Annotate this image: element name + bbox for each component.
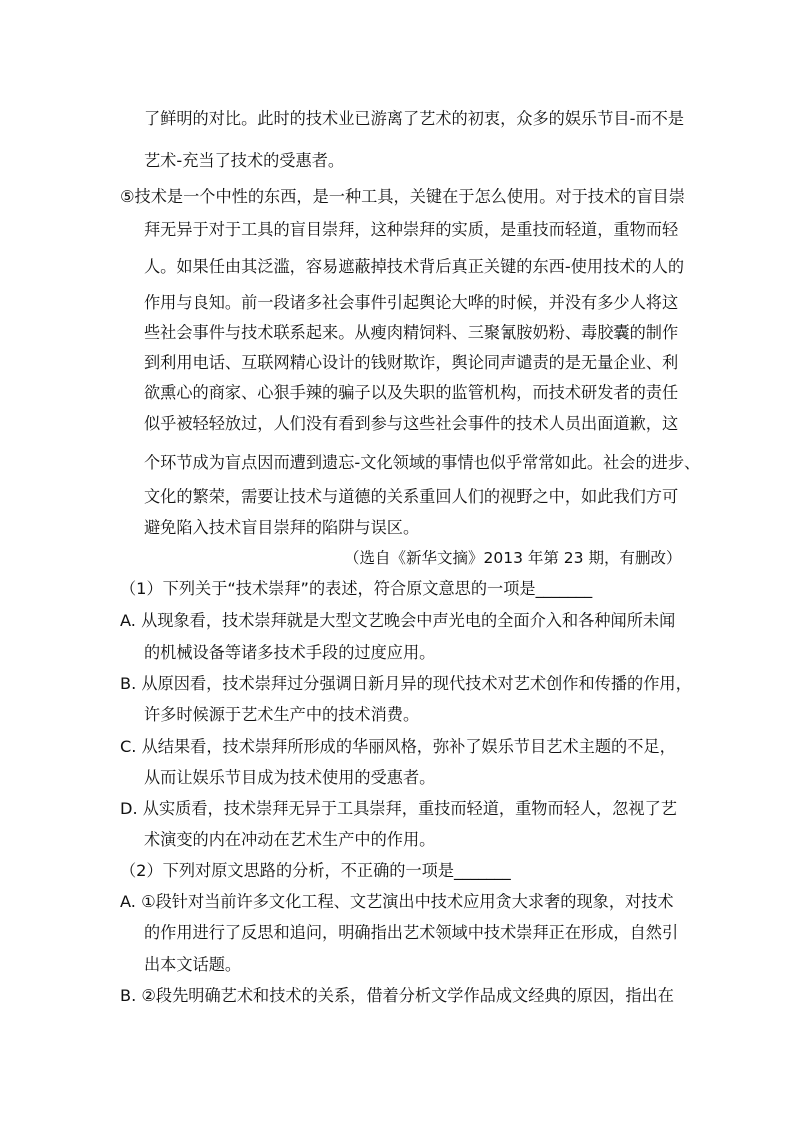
q1-option-a-cont: 的机械设备等诸多技术手段的过度应用。 — [144, 643, 436, 662]
passage-line: 些社会事件与技术联系起来。从瘦肉精饲料、三聚氰胺奶粉、毒胶囊的制作 — [144, 323, 679, 342]
q2-option-a: A. ①段针对当前许多文化工程、文艺演出中技术应用贪大求奢的现象，对技术 — [120, 892, 674, 911]
q1-option-b-cont: 许多时候源于艺术生产中的技术消费。 — [144, 705, 420, 724]
passage-line: 似乎被轻轻放过，人们没有看到参与这些社会事件的技术人员出面道歉，这 — [144, 414, 679, 433]
q1-option-c: C. 从结果看，技术崇拜所形成的华丽风格，弥补了娱乐节目艺术主题的不足， — [120, 737, 676, 756]
passage-line: 欲熏心的商家、心狠手辣的骗子以及失职的监管机构，而技术研发者的责任 — [144, 383, 679, 402]
q1-option-b: B. 从原因看，技术崇拜过分强调日新月异的现代技术对艺术创作和传播的作用， — [120, 674, 692, 693]
passage-line: 个环节成为盲点因而遭到遗忘-文化领域的事情也似乎常常如此。社会的进步、 — [144, 453, 701, 472]
passage-line: 文化的繁荣，需要让技术与道德的关系重回人们的视野之中，如此我们方可 — [144, 487, 679, 506]
question-2-stem: （2）下列对原文思路的分析，不正确的一项是_______ — [120, 861, 511, 880]
source-citation: （选自《新华文摘》2013 年第 23 期，有删改） — [344, 549, 682, 567]
question-1-stem: （1）下列关于“技术崇拜”的表述，符合原文意思的一项是_______ — [120, 579, 593, 598]
passage-line: 到利用电话、互联网精心设计的钱财欺诈，舆论同声谴责的是无量企业、利 — [144, 353, 679, 372]
q1-option-d-cont: 术演变的内在冲动在艺术生产中的作用。 — [144, 830, 436, 849]
passage-line: 人。如果任由其泛滥，容易遮蔽掉技术背后真正关键的东西-使用技术的人的 — [144, 257, 685, 276]
paragraph-5-start: ⑤技术是一个中性的东西，是一种工具，关键在于怎么使用。对于技术的盲目崇 — [120, 187, 685, 206]
passage-line: 了鲜明的对比。此时的技术业已游离了艺术的初衷，众多的娱乐节目-而不是 — [144, 109, 685, 128]
q1-option-c-cont: 从而让娱乐节目成为技术使用的受惠者。 — [144, 768, 436, 787]
q1-option-a: A. 从现象看，技术崇拜就是大型文艺晚会中声光电的全面介入和各种闻所未闻 — [120, 611, 676, 630]
q1-option-d: D. 从实质看，技术崇拜无异于工具崇拜，重技而轻道，重物而轻人，忽视了艺 — [120, 799, 677, 818]
passage-line: 作用与良知。前一段诸多社会事件引起舆论大哗的时候，并没有多少人将这 — [144, 293, 679, 312]
q2-option-b: B. ②段先明确艺术和技术的关系，借着分析文学作品成文经典的原因，指出在 — [120, 986, 674, 1005]
passage-line: 避免陷入技术盲目崇拜的陷阱与误区。 — [144, 518, 420, 537]
passage-line: 艺术-充当了技术的受惠者。 — [144, 151, 345, 170]
q2-option-a-cont: 的作用进行了反思和追问，明确指出艺术领域中技术崇拜正在形成，自然引 — [144, 923, 679, 942]
q2-option-a-cont: 出本文话题。 — [144, 955, 242, 974]
passage-line: 拜无异于对于工具的盲目崇拜，这种崇拜的实质，是重技而轻道，重物而轻 — [144, 220, 679, 239]
